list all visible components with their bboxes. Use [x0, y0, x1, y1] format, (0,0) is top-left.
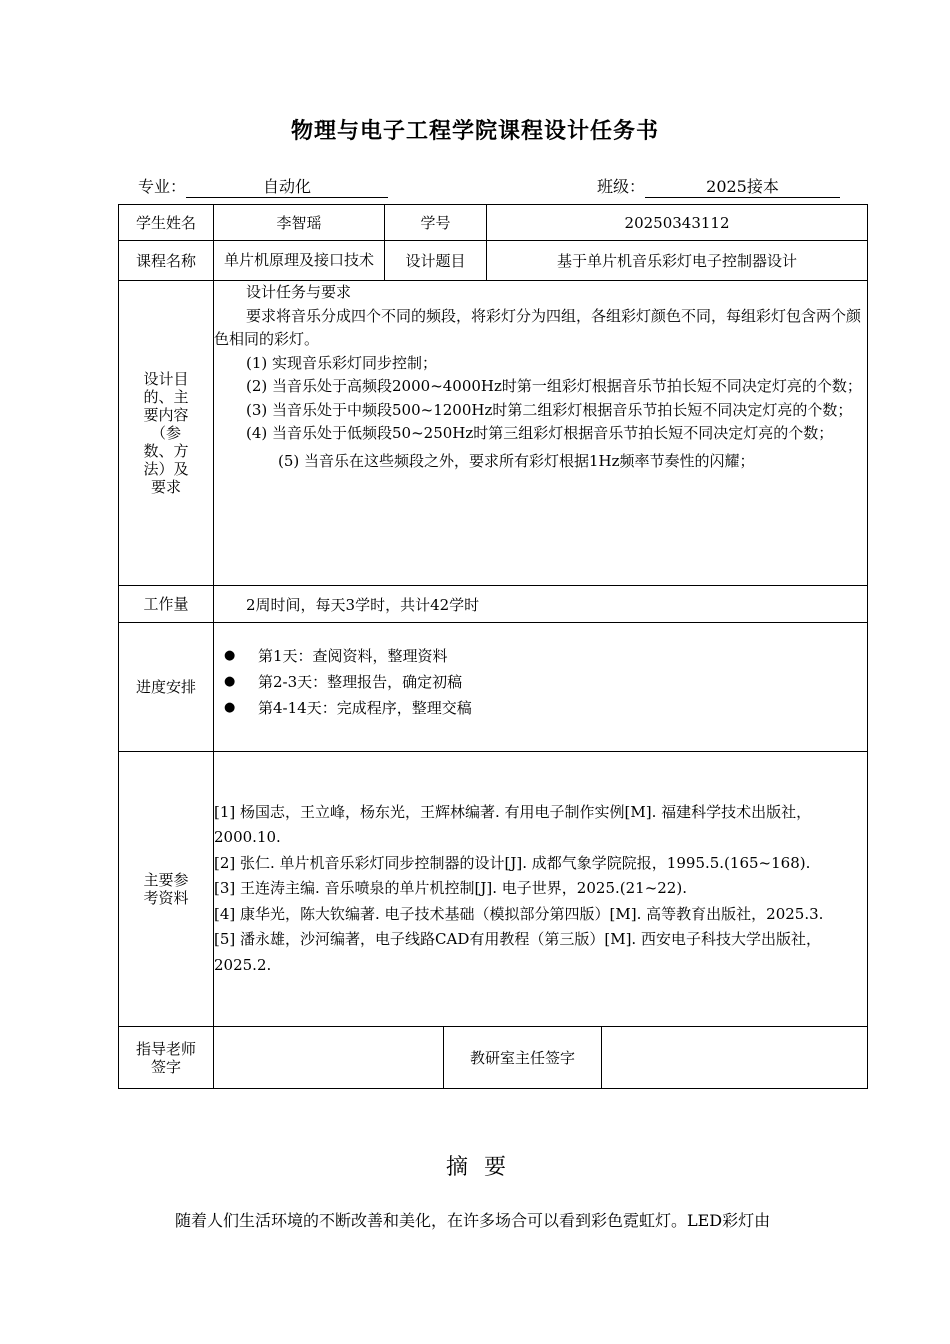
reference-item: [2] 张仁. 单片机音乐彩灯同步控制器的设计[J]. 成都气象学院院报，1995.5.(165~168). — [214, 853, 811, 872]
course-name-label: 课程名称 — [119, 241, 214, 281]
schedule-item: ● 第2-3天：整理报告，确定初稿 — [222, 669, 867, 695]
design-content — [214, 281, 868, 586]
row-references — [119, 752, 868, 1027]
schedule-item: ● 第4-14天：完成程序，整理交稿 — [222, 695, 867, 721]
references-content — [214, 752, 868, 1027]
requirement-item: (5) 当音乐在这些频段之外，要求所有彩灯根据1Hz频率节奏性的闪耀； — [278, 451, 755, 470]
student-id-label: 学号 — [385, 205, 487, 241]
schedule-list — [214, 623, 867, 721]
requirement-item: (4) 当音乐处于低频段50~250Hz时第三组彩灯根据音乐节拍长短不同决定灯亮的个数； — [246, 424, 834, 442]
major-field — [138, 174, 388, 198]
director-signature-field[interactable] — [602, 1027, 868, 1089]
class-value: 2025接本 — [645, 177, 840, 198]
schedule-content — [214, 623, 868, 752]
requirement-item: (3) 当音乐处于中频段500~1200Hz时第二组彩灯根据音乐节拍长短不同决定灯亮的个数； — [246, 400, 853, 419]
design-label: 设计目的、主要内容（参数、方法）及要求 — [119, 281, 214, 586]
student-name-label: 学生姓名 — [119, 205, 214, 241]
schedule-item: ● 第1天：查阅资料，整理资料 — [222, 643, 867, 669]
requirement-item: (2) 当音乐处于高频段2000~4000Hz时第一组彩灯根据音乐节拍长短不同决定灯亮的个数； — [246, 377, 862, 395]
abstract-first-line: 随着人们生活环境的不断改善和美化，在许多场合可以看到彩色霓虹灯。LED彩灯由 — [175, 1211, 771, 1230]
topic-label: 设计题目 — [385, 241, 487, 281]
requirement-item: (1) 实现音乐彩灯同步控制； — [246, 353, 438, 372]
reference-item: [4] 康华光，陈大钦编著. 电子技术基础（模拟部分第四版）[M]. 高等教育出版社，2025.3. — [214, 904, 824, 923]
abstract-title: 摘要 — [445, 1155, 522, 1180]
advisor-signature-field[interactable] — [214, 1027, 444, 1089]
row-schedule — [119, 623, 868, 752]
reference-item: [5] 潘永雄，沙河编著，电子线路CAD有用教程（第三版）[M]. 西安电子科技大学出版社，2025.2. — [214, 930, 821, 974]
class-label: 班级： — [597, 177, 646, 196]
design-heading: 设计任务与要求 — [246, 283, 352, 301]
major-label: 专业： — [138, 177, 187, 196]
row-design — [119, 281, 868, 586]
major-value: 自动化 — [186, 177, 388, 198]
reference-item: [1] 杨国志，王立峰，杨东光，王辉林编著. 有用电子制作实例[M]. 福建科学技术出版社，2000.10. — [214, 802, 812, 847]
reference-item: [3] 王连涛主编. 音乐喷泉的单片机控制[J]. 电子世界，2025.(21~22). — [214, 879, 687, 898]
references-label: 主要参考资料 — [119, 752, 214, 1027]
course-name-value: 单片机原理及接口技术 — [214, 241, 385, 281]
row-student — [119, 205, 868, 241]
student-id-value: 20250343112 — [487, 205, 868, 241]
class-field — [597, 174, 840, 198]
student-name-value: 李智瑶 — [214, 205, 385, 241]
topic-value: 基于单片机音乐彩灯电子控制器设计 — [487, 241, 868, 281]
task-form-table — [118, 204, 868, 1089]
design-intro: 要求将音乐分成四个不同的频段，将彩灯分为四组，各组彩灯颜色不同，每组彩灯包含两个颜色相同的彩灯。 — [214, 306, 862, 348]
row-course — [119, 241, 868, 281]
workload-label: 工作量 — [119, 586, 214, 623]
advisor-signature-label: 指导老师签字 — [119, 1027, 214, 1089]
director-signature-label: 教研室主任签字 — [444, 1027, 602, 1089]
page-title: 物理与电子工程学院课程设计任务书 — [290, 118, 659, 144]
schedule-label: 进度安排 — [119, 623, 214, 752]
workload-value: 2周时间，每天3学时，共计42学时 — [214, 586, 868, 623]
row-signatures — [119, 1027, 868, 1089]
row-workload — [119, 586, 868, 623]
